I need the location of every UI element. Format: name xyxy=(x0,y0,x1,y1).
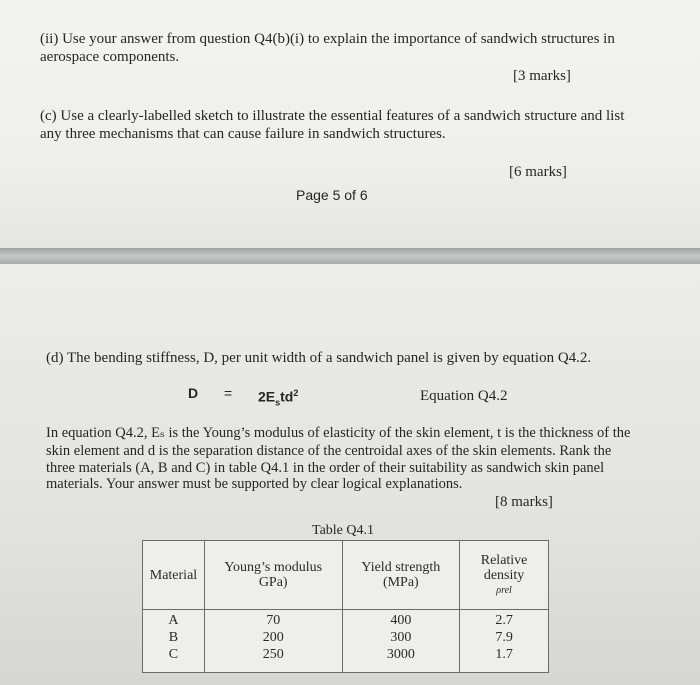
header-relative-density: Relative density ρrel xyxy=(460,541,549,610)
paragraph-line-3: three materials (A, B and C) in table Q4.1 in the order of their suitability as sandwich skin panel xyxy=(46,460,605,476)
header-youngs-modulus: Young’s modulus GPa) xyxy=(204,541,342,610)
table-caption: Table Q4.1 xyxy=(312,523,375,538)
equation-label: Equation Q4.2 xyxy=(420,388,508,404)
question-d-marks: [8 marks] xyxy=(495,494,553,510)
modulus-cell: 70 200 250 xyxy=(204,610,342,673)
page-gap xyxy=(0,248,700,264)
question-ii-line-1: (ii) Use your answer from question Q4(b)(i) to explain the importance of sandwich structures in xyxy=(40,31,615,47)
question-d-line: (d) The bending stiffness, D, per unit width of a sandwich panel is given by equation Q4.2. xyxy=(46,350,592,366)
material-cell: A B C xyxy=(143,610,205,673)
paragraph-line-4: materials. Your answer must be supported by clear logical explanations. xyxy=(46,476,463,492)
equation-equals: = xyxy=(224,385,233,401)
header-material: Material xyxy=(143,541,205,610)
question-c-line-2: any three mechanisms that can cause failure in sandwich structures. xyxy=(40,126,446,142)
question-c-line-1: (c) Use a clearly-labelled sketch to illustrate the essential features of a sandwich structure and list xyxy=(40,108,625,124)
equation-lhs: D xyxy=(188,385,199,401)
equation-rhs-base: 2E xyxy=(258,388,276,405)
density-cell: 2.7 7.9 1.7 xyxy=(460,610,549,673)
materials-table xyxy=(142,540,549,673)
equation-rhs-sup: 2 xyxy=(293,388,299,398)
question-ii-marks: [3 marks] xyxy=(513,68,571,84)
question-ii-line-2: aerospace components. xyxy=(40,49,180,65)
equation-rhs-mid: td xyxy=(280,388,294,405)
equation-rhs xyxy=(258,385,298,411)
question-c-marks: [6 marks] xyxy=(509,164,567,180)
header-yield-strength: Yield strength (MPa) xyxy=(342,541,460,610)
page-footer: Page 5 of 6 xyxy=(296,187,368,203)
yield-cell: 400 300 3000 xyxy=(342,610,460,673)
table-row xyxy=(143,610,549,673)
paragraph-line-2: skin element and d is the separation distance of the centroidal axes of the skin elements. Rank the xyxy=(46,443,612,459)
equation-rhs-sub: s xyxy=(275,397,281,408)
paragraph-line-1: In equation Q4.2, Eₛ is the Young’s modulus of elasticity of the skin element, t is the thickness of the xyxy=(46,425,631,441)
table-header-row xyxy=(143,541,549,610)
